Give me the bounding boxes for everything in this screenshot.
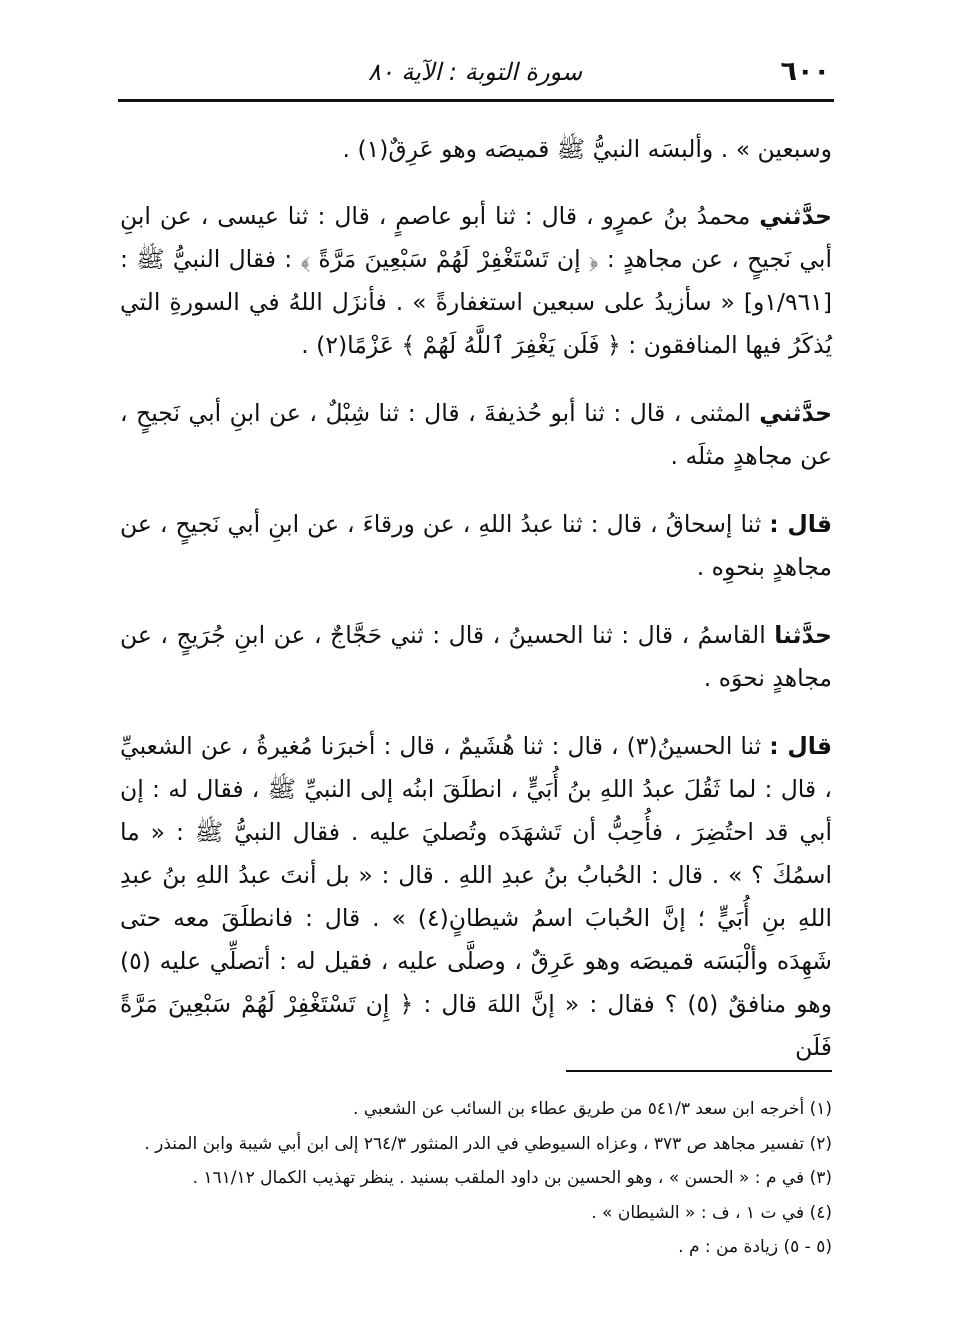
paragraph [120,128,832,171]
footnote: (٥ - ٥) زيادة من : م . [678,1237,832,1257]
paragraph-text: محمدُ بنُ عمرٍو ، قال : ثنا أبو عاصمٍ ، قال : ثنا عيسى ، عن ابنِ أبي نَجيحٍ ، عن مجاهدٍ : ﴿ إن تَسْتَغْفِرْ لَهُمْ سَبْعِينَ مَرَّةً ﴾ : فقال النبيُّ ﷺ : [١/٩٦١و] « سأزيدُ على سبعين استغفارةً » . فأنزَل اللهُ في السورةِ التي يُذكَرُ فيها المنافقون : ﴿ فَلَن يَغْفِرَ ٱللَّهُ لَهُمْ ﴾ عَزْمًا(٢) . [120,202,832,359]
footnote: (١) أخرجه ابن سعد ٥٤١/٣ من طريق عطاء بن السائب عن الشعبي . [352,1099,832,1119]
paragraph [120,392,832,478]
footnote: (٤) في ت ١ ، ف : « الشيطان » . [591,1202,832,1223]
footnote-rule [566,1070,832,1072]
paragraph-text: ثنا الحسينُ(٣) ، قال : ثنا هُشَيمٌ ، قال : أخبرَنا مُغيرةُ ، عن الشعبيِّ ، قال : لما ثَقُلَ عبدُ اللهِ بنُ أُبَيٍّ ، انطلَقَ ابنُه إلى النبيِّ ﷺ ، فقال له : إن أبي قد احتُضِرَ ، فأُحِبُّ أن تَشهَدَه وتُصليَ عليه . فقال النبيُّ ﷺ : « ما اسمُكَ ؟ » . قال : الحُبابُ بنُ عبدِ اللهِ . قال : « بل أنتَ عبدُ اللهِ بنُ عبدِ اللهِ بنِ أُبَيٍّ ؛ إنَّ الحُبابَ اسمُ شيطانٍ(٤) » . قال : فانطلَقَ معه حتى شَهِدَه وألْبَسَه قميصَه وهو عَرِقٌ ، وصلَّى عليه ، فقيل له : أتصلِّي عليه (٥) وهو منافقٌ (٥) ؟ فقال : « إنَّ اللهَ قال : ﴿ إِن تَسْتَغْفِرْ لَهُمْ سَبْعِينَ مَرَّةً فَلَن [120,732,832,1061]
page-number: ٦٠٠ [780,56,830,87]
paragraph [120,503,832,589]
footnote: (٢) تفسير مجاهد ص ٣٧٣ ، وعزاه السيوطي في الدر المنثور ٢٦٤/٣ إلى ابن أبي شيبة وابن المنذر . [144,1133,832,1154]
header-rule [118,99,834,102]
main-text [120,128,832,1094]
paragraph-lead: قال : [769,510,832,538]
paragraph-text: القاسمُ ، قال : ثنا الحسينُ ، قال : ثني حَجَّاجٌ ، عن ابنِ جُرَيجٍ ، عن مجاهدٍ نحوَه . [120,621,832,692]
running-title: سورة التوبة : الآية ٨٠ [367,58,583,86]
page-header [118,52,832,96]
paragraph [120,725,832,1069]
footnote: (٣) في م : « الحسن » ، وهو الحسين بن داود الملقب بسنيد . ينظر تهذيب الكمال ١٦١/١٢ . [192,1168,832,1188]
paragraph-text: وسبعين » . وألبسَه النبيُّ ﷺ قميصَه وهو عَرِقٌ(١) . [342,135,832,163]
paragraph-lead: حدَّثنا [774,621,832,649]
paragraph-text: ثنا إسحاقُ ، قال : ثنا عبدُ اللهِ ، عن ورقاءَ ، عن ابنِ أبي نَجيحٍ ، عن مجاهدٍ بنحوِه . [120,510,832,581]
footnotes [120,1092,832,1265]
paragraph [120,614,832,700]
paragraph-text: المثنى ، قال : ثنا أبو حُذيفةَ ، قال : ثنا شِبْلٌ ، عن ابنِ أبي نَجيحٍ ، عن مجاهدٍ مثلَه . [120,399,832,470]
paragraph-lead: حدَّثني [759,399,832,427]
paragraph-lead: قال : [769,732,832,760]
paragraph-lead: حدَّثني [759,202,832,230]
paragraph [120,195,832,367]
